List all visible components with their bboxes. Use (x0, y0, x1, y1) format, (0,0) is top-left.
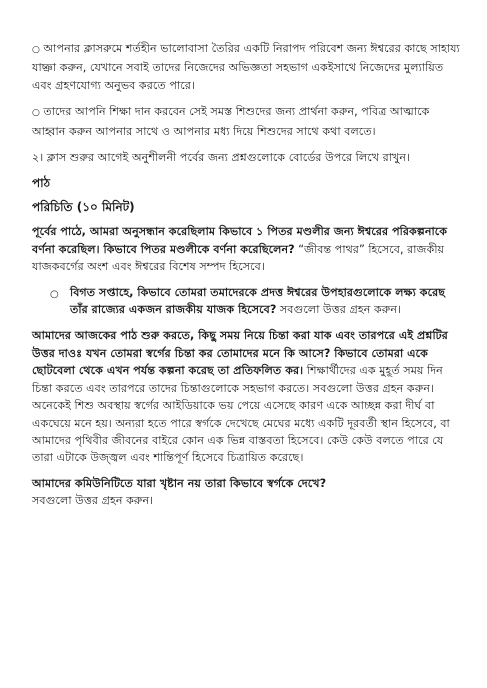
lesson-start-question: আমাদের আজকের পাঠ শুরু করতে, কিছু সময় নিয়ে চিন্তা করা যাক এবং তারপরে এই প্রশ্নটির উত্তর দাওঃ যখন তোমরা স্বর্গের চিন্তা কর তোমাদের মনে কি আসে? কিভাবে তোমরা একে ছোটবেলা থেকে এখন পর্যন্ত কল্পনা করেছ তা প্রতিফলিত কর। (32, 329, 448, 378)
paragraph-text: ২। ক্লাস শুরুর আগেই অনুশীলনী পর্বের জন্য প্রশ্নগুলোকে বোর্ডের উপরে লিখে রাখুন। (32, 151, 411, 165)
bullet-item (50, 284, 462, 319)
intro-question: পূর্বের পাঠে, আমরা অনুসন্ধান করেছিলাম কিভাবে ১ পিতর মণ্ডলীর জন্য ঈশ্বরের পরিকল্পনাকে বর্ণনা করেছিল। কিভাবে পিতর মণ্ডলীকে বর্ণনা করেছিলেন? (32, 225, 448, 256)
section-title: পাঠ (32, 176, 51, 191)
board-questions-paragraph (32, 149, 462, 166)
bullet-text (70, 284, 462, 319)
community-question: আমাদের কমিউনিটিতে যারা খৃষ্টান নয় তারা কিভাবে স্বর্গকে দেখে? (32, 476, 327, 490)
intro-title: পরিচিতি (১০ মিনিট) (32, 200, 135, 215)
circle-bullet-icon: ○ (32, 45, 40, 55)
community-paragraph (32, 475, 462, 510)
intro-paragraph (32, 223, 462, 275)
circle-bullet-icon: ○ (50, 288, 59, 300)
bullet-answer: সবগুলো উত্তর গ্রহন করুন। (276, 303, 402, 317)
lesson-start-instructions: শিক্ষার্থীদের এক মুহূর্ত সময় দিন চিন্তা করতে এবং তারপরে তাদের চিন্তাগুলোকে সহভাগ করতে। সবগুলো উত্তর গ্রহন করুন। অনেকেই শিশু অবস্থায় স্বর্গের আইডিয়াকে ভয় পেয়ে এসেছে কারণ একে আচ্ছন্ন করা দীর্ঘ বা একঘেয়ে মনে হয়। অন্যরা হতে পারে স্বর্গকে দেখেছে মেঘের মধ্যে একটি দূরবর্তী স্থান হিসেবে, বা আমাদের পৃথিবীর জীবনের বাইরে কোন এক ভিন্ন বাস্তবতা হিসেবে। কেউ কেউ বলতে পারে যে তারা এটাকে উজ্জ্বল এবং শান্তিপূর্ণ হিসেবে চিত্রায়িত করেছে। (32, 364, 450, 465)
prayer-paragraph-children (32, 103, 462, 140)
lesson-start-paragraph (32, 327, 462, 466)
circle-bullet-icon: ○ (32, 108, 40, 119)
document-page (32, 40, 462, 518)
intro-answer: “জীবন্ত পাথর” হিসেবে, রাজকীয় যাজকবর্গের অংশ এবং ঈশ্বরের বিশেষ সম্পদ হিসেবে। (32, 242, 445, 274)
paragraph-text: তাদের আপনি শিক্ষা দান করবেন সেই সমস্ত শিশুদের জন্য প্রার্থনা করুন, পবিত্র আত্মাকে আহ্বান করুন আপনার সাথে ও আপনার মধ্য দিয়ে শিশুদের সাথে কথা বলতে। (32, 105, 430, 138)
bullet-question: বিগত সপ্তাহে, কিভাবে তোমরা তমাদেরকে প্রদত্ত ঈশ্বরের উপহারগুলোকে লক্ষ্য করেছ তাঁর রাজ্যের একজন রাজকীয় যাজক হিসেবে? (70, 285, 446, 317)
community-answer: সবগুলো উত্তর গ্রহন করুন। (32, 494, 154, 508)
prayer-paragraph-safe-environment (32, 40, 462, 94)
paragraph-text: আপনার ক্লাসরুমে শর্তহীন ভালোবাসা তৈরির একটি নিরাপদ পরিবেশ জন্য ঈশ্বরের কাছে সাহায্য যাচ্ঞা করুন, যেখানে সবাই তাদের নিজেদের অভিজ্ঞতা সহভাগ একইসাথে নিজেদের মুল্যায়িত এবং গ্রহণযোগ্য অনুভব করতে পারে। (32, 42, 460, 92)
